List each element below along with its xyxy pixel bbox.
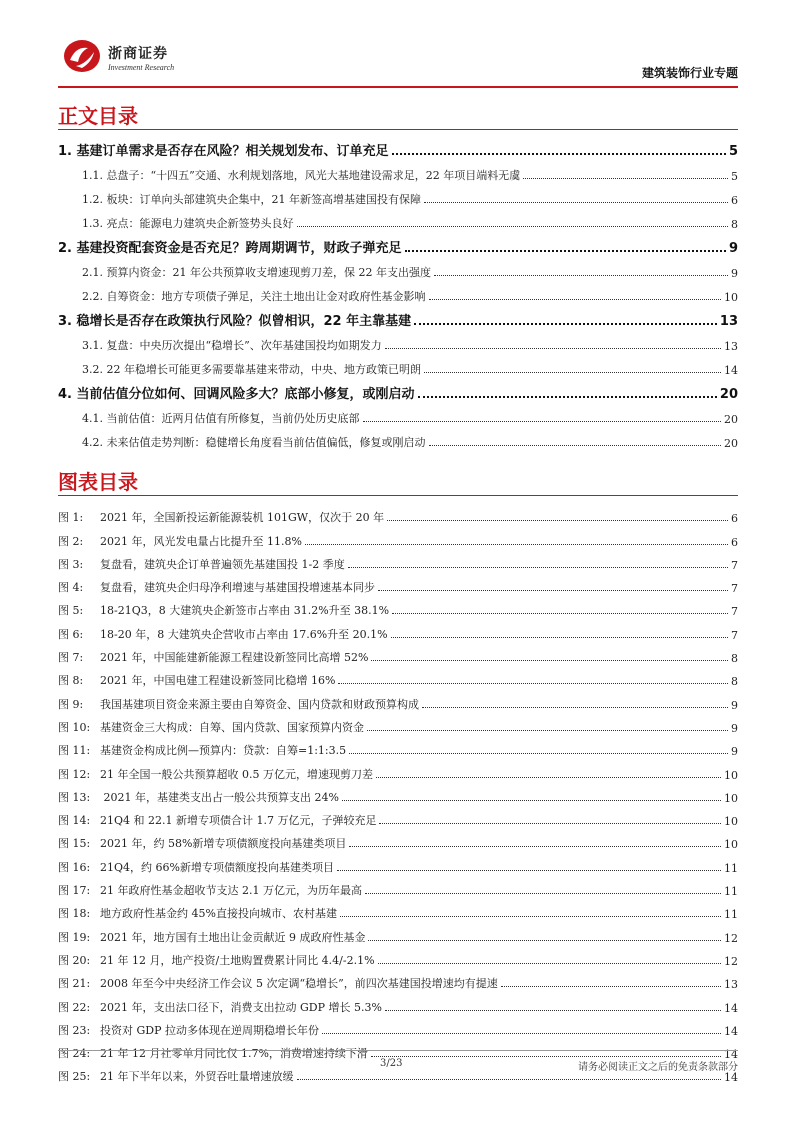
figure-list-entry[interactable] <box>58 968 738 991</box>
figure-title: 我国基建项目资金来源主要由自筹资金、国内贷款和财政预算构成 <box>100 697 419 711</box>
dot-leader <box>414 323 717 325</box>
figure-number: 图 23: <box>58 1023 91 1037</box>
figure-number: 图 16: <box>58 860 91 874</box>
figure-number: 图 8: <box>58 674 84 688</box>
figure-list-entry[interactable] <box>58 688 738 711</box>
figure-number: 图 9: <box>58 697 84 711</box>
figure-page: 6 <box>731 512 738 526</box>
figure-entry-label <box>58 999 382 1015</box>
toc-entry-page: 10 <box>724 291 738 304</box>
figure-title: 2021 年，基建类支出占一般公共预算支出 24% <box>100 790 339 804</box>
figure-title: 21Q4，约 66%新增专项债额度投向基建类项目 <box>100 860 334 874</box>
figure-title: 21 年 12 月社零单月同比仅 1.7%，消费增速持续下滑 <box>100 1047 368 1061</box>
figure-number: 图 14: <box>58 814 91 828</box>
figure-list-entry[interactable] <box>58 898 738 921</box>
dot-leader <box>349 753 728 754</box>
figure-list-heading-divider <box>58 495 738 496</box>
footer-divider <box>58 1050 738 1051</box>
dot-leader <box>371 1056 721 1057</box>
figure-entry-label <box>58 882 362 898</box>
figure-page: 14 <box>724 1024 738 1038</box>
dot-leader <box>422 707 728 708</box>
figure-title: 2021 年，地方国有土地出让金贡献近 9 成政府性基金 <box>100 930 366 944</box>
figure-entry-label <box>58 905 337 921</box>
figure-number: 图 20: <box>58 953 91 967</box>
figure-number: 图 5: <box>58 604 84 618</box>
figure-entry-label <box>58 859 334 875</box>
figure-entry-label <box>58 812 376 828</box>
figure-list-entry[interactable] <box>58 549 738 572</box>
figure-number: 图 24: <box>58 1047 91 1061</box>
dot-leader <box>305 544 728 545</box>
dot-leader <box>429 299 722 300</box>
figure-list-entry[interactable] <box>58 502 738 525</box>
toc-section-entry[interactable] <box>58 280 738 304</box>
figure-list-entry[interactable] <box>58 758 738 781</box>
page-header <box>58 34 738 84</box>
dot-leader <box>348 567 728 568</box>
figure-list-entry[interactable] <box>58 595 738 618</box>
figure-title: 18-21Q3，8 大建筑央企新签市占率由 31.2%升至 38.1% <box>100 604 390 618</box>
toc-entry-title: 4. 当前估值分位如何、回调风险多大？底部小修复，或刚启动 <box>58 387 415 402</box>
figure-title: 2021 年，中国电建工程建设新签同比稳增 16% <box>100 674 336 688</box>
figure-entry-label <box>58 929 365 945</box>
dot-leader <box>392 153 726 155</box>
figure-list-heading: 图表目录 <box>58 470 138 494</box>
figure-list-entry[interactable] <box>58 851 738 874</box>
figure-entry-label <box>58 556 345 572</box>
figure-number: 图 22: <box>58 1000 91 1014</box>
figure-number: 图 3: <box>58 557 84 571</box>
dot-leader <box>385 1010 721 1011</box>
figure-page: 8 <box>731 675 738 689</box>
figure-number: 图 13: <box>58 790 91 804</box>
dot-leader <box>342 800 721 801</box>
figure-number: 图 10: <box>58 720 91 734</box>
figure-list-entry[interactable] <box>58 782 738 805</box>
toc-chapter-entry[interactable] <box>58 304 738 329</box>
figure-entry-label <box>58 1045 368 1061</box>
figure-entry-label <box>58 835 346 851</box>
toc-chapter-entry[interactable] <box>58 134 738 159</box>
figure-page: 8 <box>731 652 738 666</box>
toc-section-entry[interactable] <box>58 426 738 450</box>
figure-page: 6 <box>731 535 738 549</box>
figure-entry-label <box>58 602 389 618</box>
dot-leader <box>378 590 728 591</box>
dot-leader <box>434 275 728 276</box>
toc-chapter-entry[interactable] <box>58 231 738 256</box>
figure-page: 14 <box>724 1001 738 1015</box>
broker-logo-icon <box>62 38 102 74</box>
toc-entry-title: 1.1. 总盘子：“十四五”交通、水利规划落地，风光大基地建设需求足，22 年项目端料无虞 <box>82 169 521 182</box>
figure-list-entry[interactable] <box>58 805 738 828</box>
figure-title: 复盘看，建筑央企订单普遍领先基建国投 1-2 季度 <box>100 557 345 571</box>
figure-number: 图 21: <box>58 977 91 991</box>
dot-leader <box>376 777 721 778</box>
dot-leader <box>367 730 728 731</box>
figure-page: 9 <box>731 721 738 735</box>
list-of-figures <box>58 502 738 1084</box>
figure-list-entry[interactable] <box>58 618 738 641</box>
figure-entry-label <box>58 696 419 712</box>
figure-number: 图 19: <box>58 930 91 944</box>
toc-entry-title: 2.2. 自筹资金：地方专项债子弹足，关注土地出让金对政府性基金影响 <box>82 290 426 303</box>
figure-entry-label <box>58 533 302 549</box>
toc-entry-page: 20 <box>719 387 738 402</box>
figure-number: 图 18: <box>58 907 91 921</box>
toc-entry-page: 5 <box>728 144 738 159</box>
toc-chapter-entry[interactable] <box>58 377 738 402</box>
figure-entry-label <box>58 509 384 525</box>
figure-number: 图 15: <box>58 837 91 851</box>
figure-page: 10 <box>724 815 738 829</box>
figure-number: 图 7: <box>58 651 84 665</box>
figure-entry-label <box>58 649 368 665</box>
toc-entry-page: 9 <box>731 267 738 280</box>
figure-title: 2021 年，风光发电量占比提升至 11.8% <box>100 534 302 548</box>
dot-leader <box>405 250 726 252</box>
figure-title: 地方政府性基金约 45%直接投向城市、农村基建 <box>100 907 337 921</box>
toc-entry-page: 20 <box>724 413 738 426</box>
figure-list-entry[interactable] <box>58 665 738 688</box>
figure-number: 图 6: <box>58 627 84 641</box>
toc-entry-title: 1.3. 亮点：能源电力建筑央企新签势头良好 <box>82 217 294 230</box>
figure-page: 10 <box>724 791 738 805</box>
dot-leader <box>378 963 721 964</box>
toc-heading-divider <box>58 129 738 130</box>
figure-entry-label <box>58 1068 294 1084</box>
figure-list-entry[interactable] <box>58 991 738 1014</box>
logo-chinese-name: 浙商证券 <box>108 46 168 62</box>
figure-page: 9 <box>731 745 738 759</box>
toc-entry-page: 6 <box>731 194 738 207</box>
table-of-contents <box>58 134 738 450</box>
figure-page: 12 <box>724 931 738 945</box>
figure-title: 基建资金三大构成：自筹、国内贷款、国家预算内资金 <box>100 720 364 734</box>
toc-section-entry[interactable] <box>58 353 738 377</box>
toc-entry-title: 4.2. 未来估值走势判断：稳健增长角度看当前估值偏低，修复或刚启动 <box>82 436 426 449</box>
figure-title: 2021 年，中国能建新能源工程建设新签同比高增 52% <box>100 651 369 665</box>
figure-title: 2021 年，支出法口径下，消费支出拉动 GDP 增长 5.3% <box>100 1000 382 1014</box>
figure-number: 图 4: <box>58 581 84 595</box>
dot-leader <box>501 986 721 987</box>
figure-list-entry[interactable] <box>58 921 738 944</box>
dot-leader <box>429 445 722 446</box>
figure-title: 2008 年至今中央经济工作会议 5 次定调“稳增长”，前四次基建国投增速均有提速 <box>100 977 498 991</box>
dot-leader <box>337 870 721 871</box>
dot-leader <box>523 178 728 179</box>
toc-entry-title: 2. 基建投资配套资金是否充足？跨周期调节，财政子弹充足 <box>58 241 402 256</box>
toc-entry-title: 2.1. 预算内资金：21 年公共预算收支增速现剪刀差，保 22 年支出强度 <box>82 266 431 279</box>
figure-page: 10 <box>724 838 738 852</box>
figure-entry-label <box>58 766 373 782</box>
toc-entry-page: 9 <box>728 241 738 256</box>
figure-list-entry[interactable] <box>58 572 738 595</box>
figure-page: 12 <box>724 954 738 968</box>
figure-title: 2021 年，约 58%新增专项债额度投向基建类项目 <box>100 837 347 851</box>
figure-page: 11 <box>724 861 738 875</box>
page-number: 3/23 <box>380 1058 403 1069</box>
toc-entry-title: 1.2. 板块：订单向头部建筑央企集中，21 年新签高增基建国投有保障 <box>82 193 421 206</box>
toc-entry-title: 4.1. 当前估值：近两月估值有所修复，当前仍处历史底部 <box>82 412 360 425</box>
toc-section-entry[interactable] <box>58 402 738 426</box>
toc-entry-title: 3.2. 22 年稳增长可能更多需要靠基建来带动，中央、地方政策已明朗 <box>82 363 421 376</box>
figure-page: 7 <box>731 558 738 572</box>
figure-list-entry[interactable] <box>58 525 738 548</box>
figure-title: 基建资金构成比例—预算内：贷款：自筹=1:1:3.5 <box>100 744 347 758</box>
figure-entry-label <box>58 719 364 735</box>
dot-leader <box>368 940 721 941</box>
figure-page: 13 <box>724 978 738 992</box>
figure-title: 21 年政府性基金超收节支达 2.1 万亿元，为历年最高 <box>100 884 362 898</box>
figure-list-entry[interactable] <box>58 642 738 665</box>
dot-leader <box>424 202 728 203</box>
toc-section-entry[interactable] <box>58 207 738 231</box>
dot-leader <box>338 683 728 684</box>
dot-leader <box>418 396 717 398</box>
figure-list-entry[interactable] <box>58 828 738 851</box>
toc-entry-title: 3. 稳增长是否存在政策执行风险？似曾相识，22 年主靠基建 <box>58 314 412 329</box>
toc-entry-page: 8 <box>731 218 738 231</box>
dot-leader <box>379 823 721 824</box>
figure-page: 7 <box>731 628 738 642</box>
figure-list-entry[interactable] <box>58 875 738 898</box>
figure-page: 11 <box>724 885 738 899</box>
figure-number: 图 12: <box>58 767 91 781</box>
figure-title: 21Q4 和 22.1 新增专项债合计 1.7 万亿元，子弹较充足 <box>100 814 377 828</box>
dot-leader <box>297 226 729 227</box>
figure-list-entry[interactable] <box>58 1015 738 1038</box>
toc-entry-page: 14 <box>724 364 738 377</box>
toc-entry-page: 13 <box>724 340 738 353</box>
dot-leader <box>391 637 728 638</box>
figure-entry-label <box>58 975 498 991</box>
dot-leader <box>385 348 721 349</box>
report-category-title: 建筑装饰行业专题 <box>641 66 738 80</box>
toc-section-entry[interactable] <box>58 256 738 280</box>
figure-page: 14 <box>724 1048 738 1062</box>
figure-entry-label <box>58 672 335 688</box>
dot-leader <box>365 893 721 894</box>
header-divider <box>58 86 738 88</box>
figure-entry-label <box>58 579 375 595</box>
dot-leader <box>392 613 728 614</box>
figure-title: 投资对 GDP 拉动多体现在逆周期稳增长年份 <box>100 1023 319 1037</box>
toc-heading: 正文目录 <box>58 104 138 128</box>
dot-leader <box>371 660 728 661</box>
figure-number: 图 17: <box>58 884 91 898</box>
figure-number: 图 2: <box>58 534 84 548</box>
figure-page: 14 <box>724 1071 738 1085</box>
toc-entry-page: 20 <box>724 437 738 450</box>
figure-number: 图 11: <box>58 744 91 758</box>
toc-entry-title: 1. 基建订单需求是否存在风险？相关规划发布、订单充足 <box>58 144 389 159</box>
figure-number: 图 1: <box>58 511 84 525</box>
figure-list-entry[interactable] <box>58 945 738 968</box>
figure-title: 18-20 年，8 大建筑央企营收市占率由 17.6%升至 20.1% <box>100 627 388 641</box>
figure-title: 2021 年，全国新投运新能源装机 101GW，仅次于 20 年 <box>100 511 385 525</box>
figure-entry-label <box>58 626 388 642</box>
figure-list-entry[interactable] <box>58 712 738 735</box>
figure-page: 10 <box>724 768 738 782</box>
figure-entry-label <box>58 742 346 758</box>
figure-entry-label <box>58 789 339 805</box>
figure-page: 7 <box>731 582 738 596</box>
dot-leader <box>387 520 728 521</box>
figure-title: 21 年全国一般公共预算超收 0.5 万亿元，增速现剪刀差 <box>100 767 373 781</box>
logo-english-name: Investment Research <box>108 63 175 72</box>
dot-leader <box>297 1079 722 1080</box>
toc-entry-page: 13 <box>719 314 738 329</box>
dot-leader <box>363 421 722 422</box>
toc-entry-page: 5 <box>731 170 738 183</box>
figure-page: 7 <box>731 605 738 619</box>
figure-number: 图 25: <box>58 1070 91 1084</box>
disclaimer-note: 请务必阅读正文之后的免责条款部分 <box>578 1062 738 1073</box>
dot-leader <box>424 372 721 373</box>
toc-section-entry[interactable] <box>58 159 738 183</box>
toc-entry-title: 3.1. 复盘：中央历次提出“稳增长”、次年基建国投均如期发力 <box>82 339 382 352</box>
figure-page: 9 <box>731 698 738 712</box>
dot-leader <box>340 916 721 917</box>
figure-list-entry[interactable] <box>58 735 738 758</box>
figure-title: 21 年下半年以来，外贸吞吐量增速放缓 <box>100 1070 294 1084</box>
toc-section-entry[interactable] <box>58 183 738 207</box>
dot-leader <box>322 1033 721 1034</box>
figure-page: 11 <box>724 908 738 922</box>
figure-entry-label <box>58 1022 319 1038</box>
dot-leader <box>349 846 721 847</box>
figure-title: 21 年 12 月，地产投资/土地购置费累计同比 4.4/-2.1% <box>100 953 375 967</box>
toc-section-entry[interactable] <box>58 329 738 353</box>
figure-entry-label <box>58 952 375 968</box>
figure-title: 复盘看，建筑央企归母净利增速与基建国投增速基本同步 <box>100 581 375 595</box>
